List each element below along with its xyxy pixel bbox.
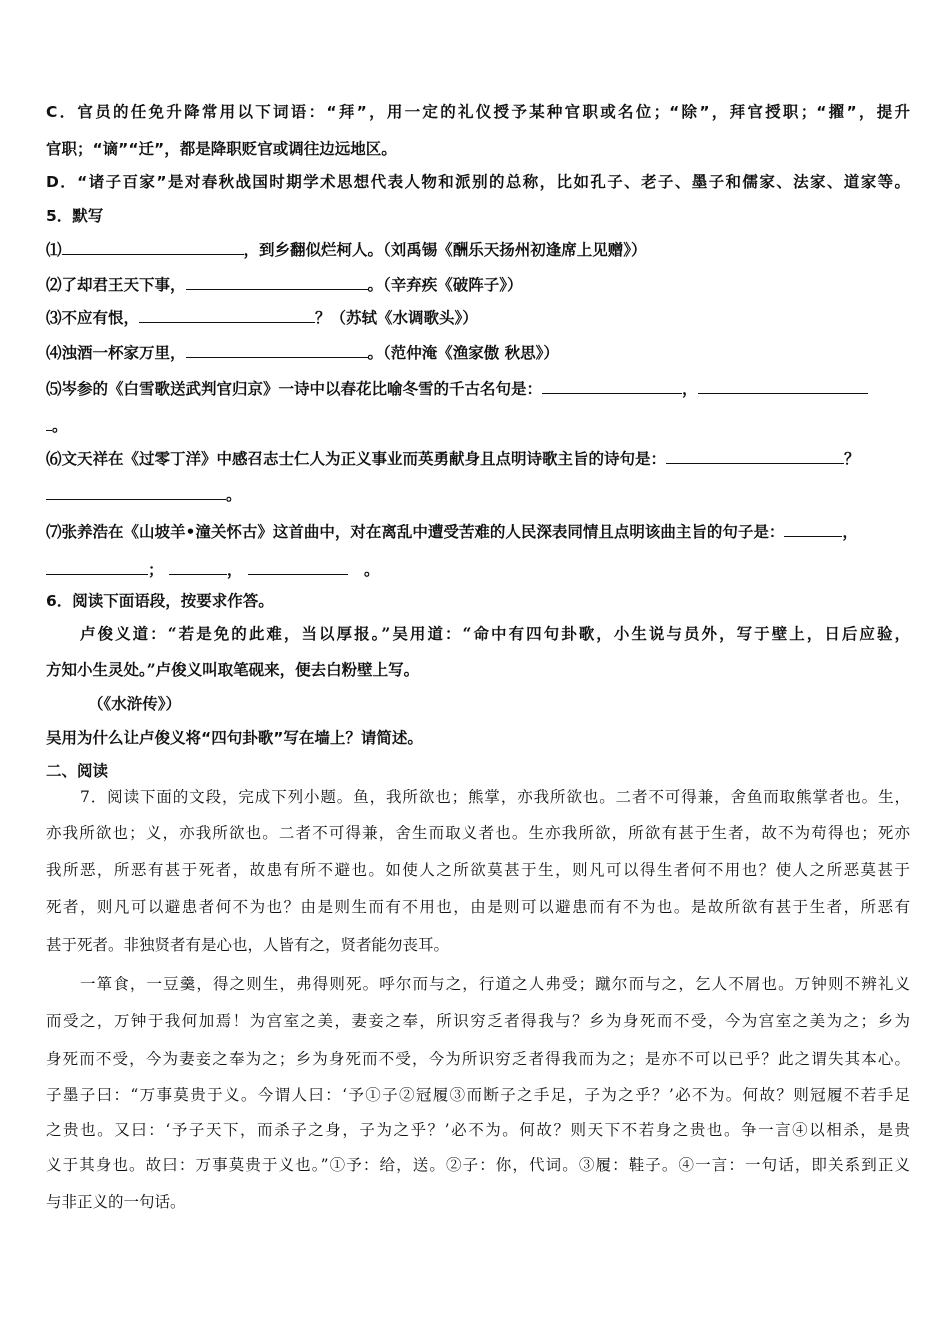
item-text: ⑹文天祥在《过零丁洋》中感召志士仁人为正义事业而英勇献身且点明诗歌主旨的诗句是： xyxy=(46,450,667,468)
answer-blank[interactable] xyxy=(186,273,368,290)
answer-blank[interactable] xyxy=(62,238,244,255)
dictation-item-2 xyxy=(46,273,910,295)
q7-line: 之贵也。又曰：‘予子天下，而杀子之身，子为之乎？’必不为。何故？则天下不若身之贵也。争一言④以相杀，是贵 xyxy=(46,1121,910,1139)
dictation-item-7 xyxy=(46,520,910,542)
item-text: ⑷浊酒一杯家万里， xyxy=(46,344,186,362)
item-text: 。 xyxy=(364,561,380,579)
item-label: ⑴ xyxy=(46,241,62,259)
item-text: ，到乡翻似烂柯人。（刘禹锡《酬乐天扬州初逢席上见赠》） xyxy=(243,241,647,259)
answer-blank[interactable] xyxy=(248,558,348,575)
dictation-item-5-end xyxy=(46,414,910,436)
q6-passage-line2: 方知小生灵处。”卢俊义叫取笔砚来，便去白粉壁上写。 xyxy=(46,660,420,679)
q7-line: 与非正义的一句话。 xyxy=(46,1193,186,1211)
option-c-line2: 官职；“谪”“迁”，都是降职贬官或调往边远地区。 xyxy=(46,140,397,158)
dictation-item-6-end xyxy=(46,483,910,505)
answer-blank[interactable] xyxy=(784,520,842,537)
q7-line: 而受之，万钟于我何加焉！为宫室之美，妻妾之奉，所识穷乏者得我与？乡为身死而不受，今为宫室之美为之；乡为 xyxy=(46,1012,910,1030)
item-text: 。 xyxy=(226,486,242,504)
item-text: 。（辛弃疾《破阵子》） xyxy=(367,276,523,294)
item-text: 。（范仲淹《渔家傲 秋思》） xyxy=(367,344,559,362)
item-text: 。 xyxy=(52,417,68,435)
q7-line: 我所恶，所恶有甚于死者，故患有所不避也。如使人之所欲莫甚于生，则凡可以得生者何不用也？使人之所恶莫甚于 xyxy=(46,861,910,879)
item-text: ⑸岑参的《白雪歌送武判官归京》一诗中以春花比喻冬雪的千古名句是： xyxy=(46,380,543,398)
answer-blank[interactable] xyxy=(46,558,148,575)
dictation-item-4 xyxy=(46,341,910,363)
q6-question: 吴用为什么让卢俊义将“四句卦歌”写在墙上？请简述。 xyxy=(46,729,423,747)
item-text: ， xyxy=(226,561,243,579)
dictation-item-5 xyxy=(46,377,910,399)
dictation-item-3 xyxy=(46,306,910,328)
answer-blank[interactable] xyxy=(186,341,368,358)
option-d: D．“诸子百家”是对春秋战国时期学术思想代表人物和派别的总称，比如孔子、老子、墨子和儒家、法家、道家等。 xyxy=(46,173,910,191)
item-text: ⑵了却君王天下事， xyxy=(46,276,186,294)
item-text: ？ xyxy=(844,450,860,468)
question-5-title: 5．默写 xyxy=(46,207,104,225)
answer-blank[interactable] xyxy=(542,377,682,394)
dictation-item-1 xyxy=(46,238,910,260)
q7-line: 子墨子曰：“万事莫贵于义。今谓人曰：‘予①子②冠履③而断子之手足，子为之乎？’必不为。何故？则冠履不若手足 xyxy=(46,1086,910,1104)
option-c-line1: C．官员的任免升降常用以下词语：“拜”，用一定的礼仪授予某种官职或名位；“除”，拜官授职；“擢”，提升 xyxy=(46,103,910,121)
q7-line: 7．阅读下面的文段，完成下列小题。鱼，我所欲也；熊掌，亦我所欲也。二者不可得兼，舍鱼而取熊掌者也。生， xyxy=(80,788,910,806)
item-text: ； xyxy=(148,561,164,579)
item-text: ， xyxy=(842,523,858,541)
q7-line: 义于其身也。故曰：万事莫贵于义也。”①予：给，送。②子：你，代词。③履：鞋子。④一言：一句话，即关系到正义 xyxy=(46,1156,910,1174)
q6-source: （《水浒传》） xyxy=(88,694,182,713)
item-text: ， xyxy=(682,380,698,398)
q7-line: 一箪食，一豆羹，得之则生，弗得则死。呼尔而与之，行道之人弗受；蹴尔而与之，乞人不屑也。万钟则不辨礼义 xyxy=(80,975,910,993)
q7-line: 死者，则凡可以避患者何不为也？由是则生而有不用也，由是则可以避患而有不为也。是故所欲有甚于生者，所恶有 xyxy=(46,898,910,916)
answer-blank[interactable] xyxy=(698,377,868,394)
q7-line: 亦我所欲也；义，亦我所欲也。二者不可得兼，舍生而取义者也。生亦我所欲，所欲有甚于生者，故不为苟得也；死亦 xyxy=(46,824,910,842)
answer-blank[interactable] xyxy=(139,306,315,323)
q6-passage-line1: 卢俊义道：“若是免的此难，当以厚报。”吴用道：“命中有四句卦歌，小生说与员外，写于壁上，日后应验， xyxy=(80,624,910,643)
answer-blank[interactable] xyxy=(666,447,844,464)
dictation-item-7-end xyxy=(46,558,910,580)
item-text: ⑺张养浩在《山坡羊•潼关怀古》这首曲中，对在离乱中遭受苦难的人民深表同情且点明该曲主旨的句子是： xyxy=(46,523,785,541)
item-text: ⑶不应有恨， xyxy=(46,309,140,327)
q7-line: 甚于死者。非独贤者有是心也，人皆有之，贤者能勿丧耳。 xyxy=(46,936,450,954)
answer-blank[interactable] xyxy=(46,483,226,500)
answer-blank[interactable] xyxy=(169,558,227,575)
section-2-heading: 二、阅读 xyxy=(46,762,109,780)
q7-line: 身死而不受，今为妻妾之奉为之；乡为身死而不受，今为所识穷乏者得我而为之；是亦不可以已乎？此之谓失其本心。 xyxy=(46,1050,910,1068)
dictation-item-6 xyxy=(46,447,910,469)
item-text: ？（苏轼《水调歌头》） xyxy=(315,309,478,327)
question-6-title: 6．阅读下面语段，按要求作答。 xyxy=(46,592,274,610)
